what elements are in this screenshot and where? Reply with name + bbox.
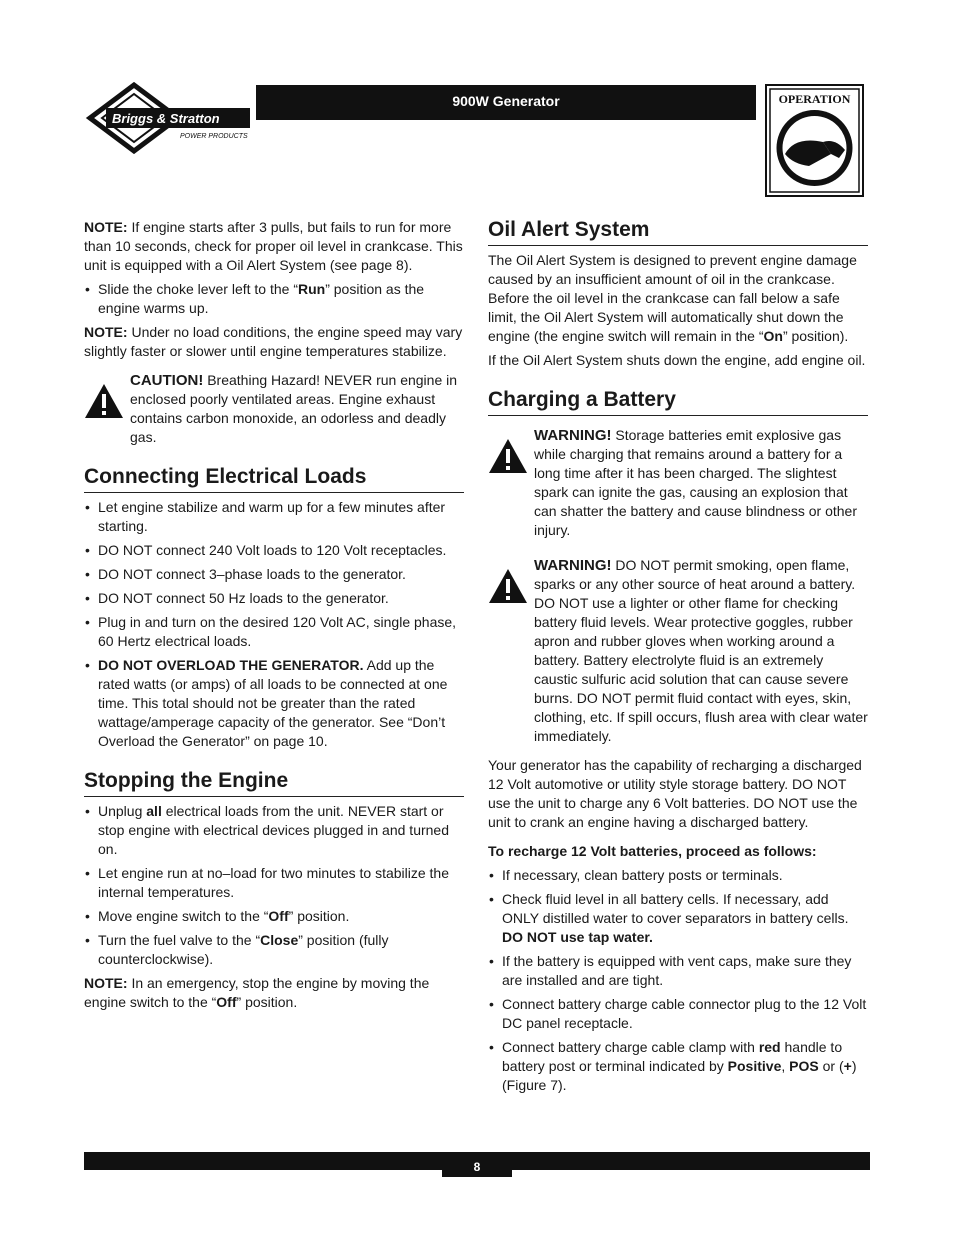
choke-list xyxy=(84,280,464,318)
list-item: • DO NOT OVERLOAD THE GENERATOR. Add up the rated watts (or amps) of all loads to be connected at one time. This total should not be greater than the rated wattage/amperage capacity of the generator. See “Don’t Overload the Generator” on page 10. xyxy=(84,656,464,751)
warning-triangle-icon xyxy=(488,438,528,474)
list-item: • Turn the fuel valve to the “Close” position (fully counterclockwise). xyxy=(84,931,464,969)
recharge-subheading: To recharge 12 Volt batteries, proceed as follows: xyxy=(488,843,817,859)
heading-oil-alert: Oil Alert System xyxy=(488,218,868,246)
page-number: 8 xyxy=(442,1152,512,1177)
heading-charging-battery: Charging a Battery xyxy=(488,388,868,416)
warning-no-smoking: WARNING! DO NOT permit smoking, open flame, sparks or any other source of heat around a battery. DO NOT use a lighter or other flame for checking battery fluid levels. Wear protective goggles, rubber apron and rubber gloves when working around a battery. Battery electrolyte fluid is an extremely caustic sulfuric acid solution that can cause severe burns. DO NOT permit fluid contact with eyes, skin, clothing, etc. If spill occurs, flush area with clear water immediately. xyxy=(488,556,868,746)
list-item: • DO NOT connect 3–phase loads to the generator. xyxy=(84,565,464,584)
recharge-steps-list xyxy=(488,866,868,1095)
list-item: • If necessary, clean battery posts or terminals. xyxy=(488,866,868,885)
svg-text:POWER PRODUCTS: POWER PRODUCTS xyxy=(180,133,248,140)
note-engine-speed: NOTE: Under no load conditions, the engine speed may vary slightly faster or slower until engine temperatures stabilize. xyxy=(84,324,463,359)
svg-text:OPERATION: OPERATION xyxy=(778,92,851,106)
note-emergency-stop: NOTE: In an emergency, stop the engine by moving the engine switch to the “Off” position. xyxy=(84,975,430,1010)
right-column xyxy=(488,218,868,1100)
list-item: • Move engine switch to the “Off” position. xyxy=(84,907,464,926)
list-item: • Connect battery charge cable clamp with red handle to battery post or terminal indicated by Positive, POS or (+) (Figure 7). xyxy=(488,1038,868,1095)
list-item: • Let engine run at no–load for two minutes to stabilize the internal temperatures. xyxy=(84,864,464,902)
charging-capability: Your generator has the capability of recharging a discharged 12 Volt automotive or utility style storage battery. DO NOT use the unit to charge any 6 Volt batteries. DO NOT use the unit to crank an engine having a discharged battery. xyxy=(488,757,862,830)
operation-section-badge xyxy=(765,84,864,197)
list-item: • DO NOT connect 240 Volt loads to 120 Volt receptacles. xyxy=(84,541,464,560)
document-title: 900W Generator xyxy=(256,85,756,120)
list-item: • Check fluid level in all battery cells. If necessary, add ONLY distilled water to cover separators in battery cells. DO NOT use tap water. xyxy=(488,890,868,947)
oil-alert-description: The Oil Alert System is designed to prevent engine damage caused by an insufficient amount of oil in the crankcase. Before the oil level in the crankcase can fall below a safe limit, the Oil Alert System will automatically shut down the engine (the engine switch will remain in the “On” position). xyxy=(488,252,857,344)
left-column xyxy=(84,218,464,1017)
svg-text:Briggs & Stratton: Briggs & Stratton xyxy=(112,111,220,126)
caution-breathing-hazard: CAUTION! Breathing Hazard! NEVER run engine in enclosed poorly ventilated areas. Engine exhaust contains carbon monoxide, an odorless and deadly gas. xyxy=(84,371,464,447)
list-item: • Unplug all electrical loads from the unit. NEVER start or stop engine with electrical devices plugged in and turned on. xyxy=(84,802,464,859)
list-item: • If the battery is equipped with vent caps, make sure they are installed and are tight. xyxy=(488,952,868,990)
heading-stopping-engine: Stopping the Engine xyxy=(84,769,464,797)
list-item: • DO NOT connect 50 Hz loads to the generator. xyxy=(84,589,464,608)
heading-connecting-loads: Connecting Electrical Loads xyxy=(84,465,464,493)
briggs-stratton-logo xyxy=(84,82,256,154)
warning-triangle-icon xyxy=(84,383,124,419)
list-item: • Connect battery charge cable connector plug to the 12 Volt DC panel receptacle. xyxy=(488,995,868,1033)
stopping-engine-list xyxy=(84,802,464,969)
warning-explosive-gas: WARNING! Storage batteries emit explosive gas while charging that remains around a battery for a long time after it has been charged. The slightest spark can ignite the gas, causing an explosion that can shatter the battery and cause blindness or other injury. xyxy=(488,426,868,540)
list-item: • Slide the choke lever left to the “Run” position as the engine warms up. xyxy=(84,280,464,318)
connecting-loads-list xyxy=(84,498,464,751)
list-item: • Let engine stabilize and warm up for a few minutes after starting. xyxy=(84,498,464,536)
list-item: • Plug in and turn on the desired 120 Volt AC, single phase, 60 Hertz electrical loads. xyxy=(84,613,464,651)
oil-alert-add-oil: If the Oil Alert System shuts down the engine, add engine oil. xyxy=(488,352,866,368)
warning-triangle-icon xyxy=(488,568,528,604)
note-oil-check: NOTE: If engine starts after 3 pulls, but fails to run for more than 10 seconds, check for proper oil level in crankcase. This unit is equipped with a Oil Alert System (see page 8). xyxy=(84,219,463,273)
